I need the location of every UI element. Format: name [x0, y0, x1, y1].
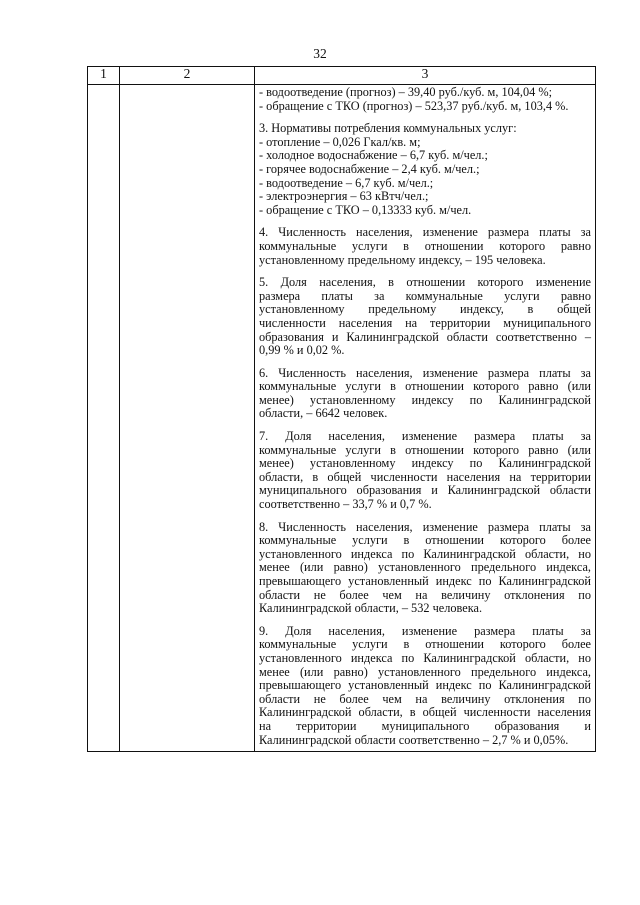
column-header-3: 3 [255, 67, 596, 85]
text-line: Калининградской области соответственно – 2,7 % и 0,05%. [259, 732, 569, 747]
text-line: коммунальные услуги в отношении которого равно [259, 238, 591, 253]
text-line: 8. Численность населения, изменение размера платы за [259, 519, 591, 534]
text-line: 9. Доля населения, изменение размера платы за [259, 623, 591, 638]
paragraph-block [259, 276, 591, 358]
text-line: - отопление – 0,026 Гкал/кв. м; [259, 134, 421, 149]
text-line: - водоотведение (прогноз) – 39,40 руб./куб. м, 104,04 %; [259, 85, 553, 99]
text-line: - холодное водоснабжение – 6,7 куб. м/чел.; [259, 148, 488, 163]
text-line: коммунальные услуги в отношении которого равно (или [259, 379, 591, 394]
text-line: 0,99 % и 0,02 %. [259, 343, 345, 358]
text-line: численности населения на территории муниципального [259, 315, 591, 330]
content-cell [255, 85, 595, 747]
text-line: установленного индекса по Калининградской области, но [259, 650, 591, 665]
text-line: области, в общей численности населения на территории [259, 469, 591, 484]
text-line: области, – 6642 человек. [259, 406, 388, 421]
paragraph-block [259, 122, 591, 217]
text-line: менее (или равно) установленного предельного индекса, [259, 664, 591, 679]
column-1-cell [88, 85, 120, 752]
table-header-row [88, 67, 596, 85]
paragraph-block [259, 367, 591, 421]
text-line: размера платы за коммунальные услуги равно [259, 288, 591, 303]
text-line: - обращение с ТКО (прогноз) – 523,37 руб./куб. м, 103,4 %. [259, 98, 569, 113]
text-line: - электроэнергия – 63 кВтч/чел.; [259, 189, 429, 204]
text-line: коммунальные услуги в отношении которого равно (или [259, 442, 591, 457]
text-line: Калининградской области, в общей численности населения [259, 705, 591, 720]
column-header-1: 1 [88, 67, 120, 85]
text-line: менее (или равно) установленного предельного индекса, [259, 560, 591, 575]
paragraph-block [259, 226, 591, 267]
text-line: Калининградской области, – 532 человека. [259, 601, 483, 616]
text-line: коммунальные услуги в отношении которого более [259, 533, 591, 548]
paragraph-block [259, 430, 591, 512]
text-line: превышающего установленный индекс по Калининградской [259, 678, 591, 693]
column-2-cell [120, 85, 255, 752]
document-table [87, 66, 596, 752]
text-line: 5. Доля населения, в отношении которого изменение [259, 275, 591, 290]
table-body-row [88, 85, 596, 752]
text-line: соответственно – 33,7 % и 0,7 %. [259, 497, 432, 512]
text-line: коммунальные услуги в отношении которого более [259, 637, 591, 652]
text-line: муниципального образования и Калининградской области [259, 483, 591, 498]
text-line: - обращение с ТКО – 0,13333 куб. м/чел. [259, 202, 472, 217]
text-line: 3. Нормативы потребления коммунальных услуг: [259, 121, 517, 136]
text-line: на территории муниципального образования и [259, 718, 591, 733]
paragraph-block [259, 625, 591, 747]
text-line: области не более чем на величину отклонения по [259, 587, 591, 602]
column-header-2: 2 [120, 67, 255, 85]
paragraph-block [259, 521, 591, 616]
text-line: - водоотведение – 6,7 куб. м/чел.; [259, 175, 434, 190]
page-number: 32 [313, 46, 327, 61]
text-line: установленному предельному индексу, – 195 человека. [259, 252, 546, 267]
text-line: - горячее водоснабжение – 2,4 куб. м/чел.; [259, 161, 480, 176]
text-line: 6. Численность населения, изменение размера платы за [259, 365, 591, 380]
text-line: области не более чем на величину отклонения по [259, 691, 591, 706]
column-3-cell [255, 85, 596, 752]
text-line: образования и Калининградской области соответственно – [259, 329, 591, 344]
text-line: 4. Численность населения, изменение размера платы за [259, 225, 591, 240]
text-line: превышающего установленный индекс по Калининградской [259, 574, 591, 588]
text-line: менее) установленному индексу по Калининградской [259, 392, 591, 407]
text-line: установленного индекса по Калининградской области, но [259, 546, 591, 561]
text-line: 7. Доля населения, изменение размера платы за [259, 429, 591, 444]
text-line: установленному предельному индексу, в общей [259, 302, 591, 317]
text-line: менее) установленному индексу по Калининградской [259, 456, 591, 471]
paragraph-block [259, 86, 591, 113]
